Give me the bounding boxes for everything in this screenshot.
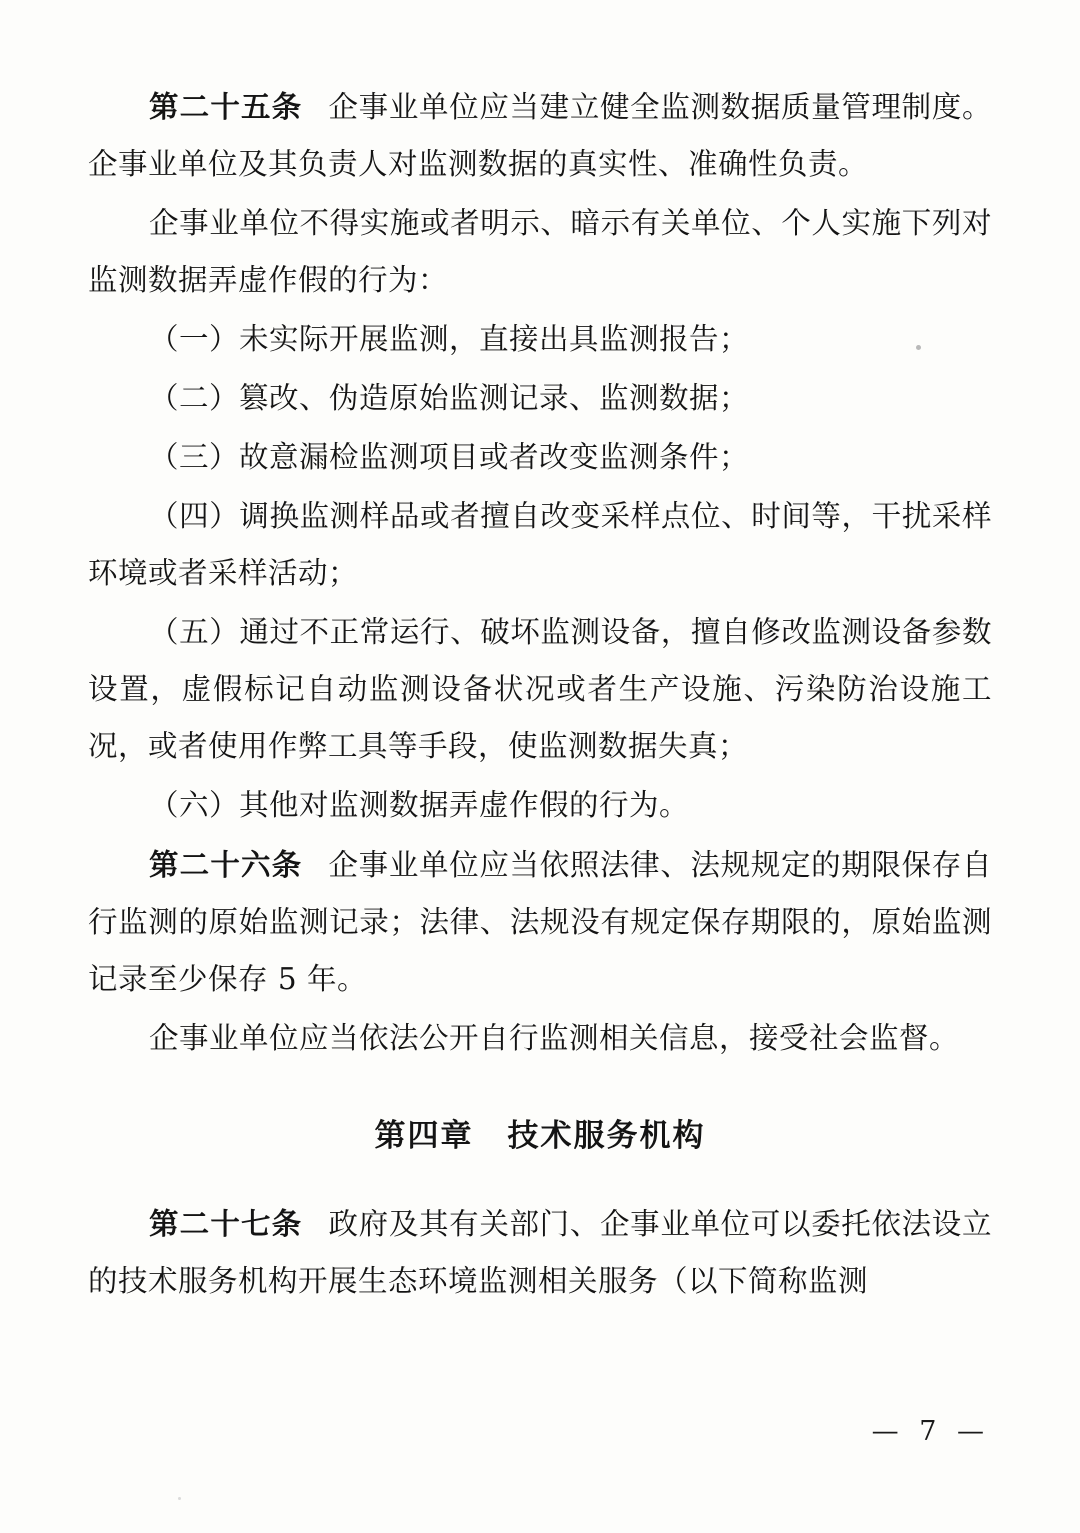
list-item-3 (88, 429, 992, 486)
paragraph-text: （一）未实际开展监测，直接出具监测报告； (149, 322, 750, 356)
paragraph-text: （四）调换监测样品或者擅自改变采样点位、时间等，干扰采样环境或者采样活动； (88, 499, 992, 590)
paragraph-article-26-p1 (88, 836, 992, 1008)
paragraph-text: 企事业单位应当建立健全监测数据质量管理制度。企事业单位及其负责人对监测数据的真实性、准确性负责。 (88, 90, 992, 181)
list-item-4 (88, 488, 992, 602)
article-label: 第二十七条 (149, 1206, 303, 1241)
paragraph-text: （五）通过不正常运行、破坏监测设备，擅自修改监测设备参数设置，虚假标记自动监测设备状况或者生产设施、污染防治设施工况，或者使用作弊工具等手段，使监测数据失真； (88, 615, 992, 763)
paragraph-article-25-p1 (88, 78, 992, 193)
paragraph-text: 企事业单位应当依照法律、法规规定的期限保存自行监测的原始监测记录；法律、法规没有规定保存期限的，原始监测记录至少保存 5 年。 (88, 848, 992, 996)
page-number: — 7 — (871, 1416, 990, 1447)
paragraph-text: 政府及其有关部门、企事业单位可以委托依法设立的技术服务机构开展生态环境监测相关服务（以下简称监测 (88, 1207, 992, 1298)
paragraph-text: 企事业单位应当依法公开自行监测相关信息，接受社会监督。 (149, 1021, 960, 1055)
list-item-2 (88, 370, 992, 427)
document-body (88, 78, 992, 1312)
list-item-1 (88, 311, 992, 368)
paragraph-text: （三）故意漏检监测项目或者改变监测条件； (149, 440, 750, 474)
article-label: 第二十六条 (149, 847, 303, 882)
paragraph-text: （六）其他对监测数据弄虚作假的行为。 (149, 788, 690, 822)
paragraph-article-27-p1 (88, 1195, 992, 1310)
paragraph-text: 企事业单位不得实施或者明示、暗示有关单位、个人实施下列对监测数据弄虚作假的行为： (88, 206, 992, 297)
article-label: 第二十五条 (149, 89, 303, 124)
chapter-heading (88, 1111, 992, 1161)
chapter-number: 第四章 (374, 1118, 474, 1154)
list-item-5 (88, 604, 992, 775)
paragraph-article-26-p2 (88, 1010, 992, 1067)
list-item-6 (88, 777, 992, 834)
chapter-title: 技术服务机构 (507, 1118, 706, 1154)
paper-speck-icon (178, 1497, 181, 1500)
paragraph-article-25-p2 (88, 195, 992, 309)
paragraph-text: （二）篡改、伪造原始监测记录、监测数据； (149, 381, 750, 415)
